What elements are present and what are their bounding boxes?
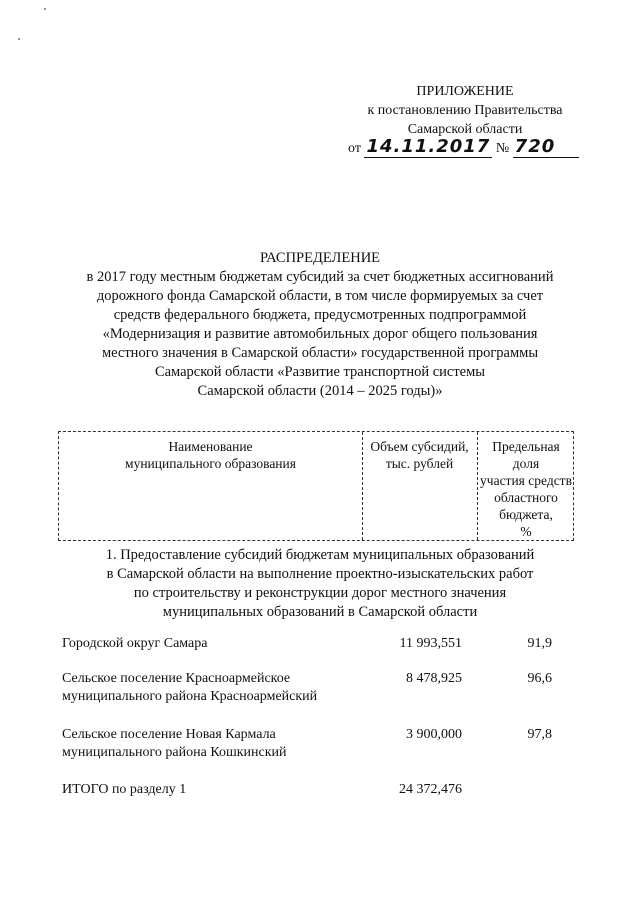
row-amount: 3 900,000 [406, 727, 462, 742]
header-share-line: Предельная [492, 439, 560, 454]
section-title-line: по строительству и реконструкции дорог местного значения [133, 585, 507, 601]
header-name-line: муниципального образования [125, 456, 296, 471]
header-name [59, 438, 362, 472]
handwritten-number: 720 [514, 136, 556, 157]
row-name [62, 670, 362, 706]
header-amount-line: Объем субсидий, [370, 439, 469, 454]
title-line: «Модернизация и развитие автомобильных дорог общего пользования [102, 326, 538, 342]
section-title-line: муниципальных образований в Самарской области [162, 604, 478, 620]
date-prefix: от [348, 141, 361, 156]
row-name-line: муниципального района Кошкинский [62, 745, 287, 760]
row-name [62, 726, 362, 762]
title-line: Самарской области «Развитие транспортной системы [154, 364, 486, 380]
row-name [62, 635, 362, 653]
title-heading: РАСПРЕДЕЛЕНИЕ [259, 250, 381, 266]
table-header [58, 431, 574, 541]
appendix-line-1: к постановлению Правительства [367, 103, 563, 118]
appendix-header [340, 82, 590, 139]
document-title [40, 249, 600, 401]
header-share [477, 438, 575, 540]
row-share: 91,9 [527, 636, 552, 651]
section-title-line: в Самарской области на выполнение проектно-изыскательских работ [106, 566, 534, 582]
header-share-line: % [520, 524, 532, 539]
decree-date-number [348, 136, 579, 158]
title-line: Самарской области (2014 – 2025 годы)» [197, 383, 443, 399]
title-line: местного значения в Самарской области» государственной программы [101, 345, 539, 361]
row-name-line: Городской округ Самара [62, 636, 208, 651]
row-name-line: Сельское поселение Красноармейское [62, 671, 291, 686]
header-share-line: доля [512, 456, 540, 471]
handwritten-date: 14.11.2017 [366, 136, 491, 157]
scan-speck [18, 38, 20, 40]
row-name-line: Сельское поселение Новая Кармала [62, 727, 276, 742]
title-line: дорожного фонда Самарской области, в том числе формируемых за счет [96, 288, 544, 304]
header-amount [362, 438, 477, 472]
row-amount: 8 478,925 [406, 671, 462, 686]
header-share-line: областного [494, 490, 558, 505]
scan-speck [44, 8, 46, 10]
title-line: средств федерального бюджета, предусмотренных подпрограммой [113, 307, 527, 323]
header-amount-line: тыс. рублей [385, 456, 454, 471]
section-1-title [40, 546, 600, 622]
number-prefix: № [495, 141, 510, 156]
header-share-line: бюджета, [499, 507, 553, 522]
appendix-line-2: Самарской области [407, 122, 523, 137]
appendix-title: ПРИЛОЖЕНИЕ [416, 84, 514, 99]
title-line: в 2017 году местным бюджетам субсидий за счет бюджетных ассигнований [86, 269, 554, 285]
header-share-line: участия средств [480, 473, 572, 488]
header-name-line: Наименование [168, 439, 253, 454]
row-amount: 11 993,551 [399, 636, 462, 651]
row-name-line: муниципального района Красноармейский [62, 689, 318, 704]
row-share: 96,6 [527, 671, 552, 686]
total-label: ИТОГО по разделу 1 [62, 782, 187, 797]
total-amount: 24 372,476 [399, 782, 462, 797]
section-title-line: 1. Предоставление субсидий бюджетам муниципальных образований [105, 547, 535, 563]
row-share: 97,8 [527, 727, 552, 742]
